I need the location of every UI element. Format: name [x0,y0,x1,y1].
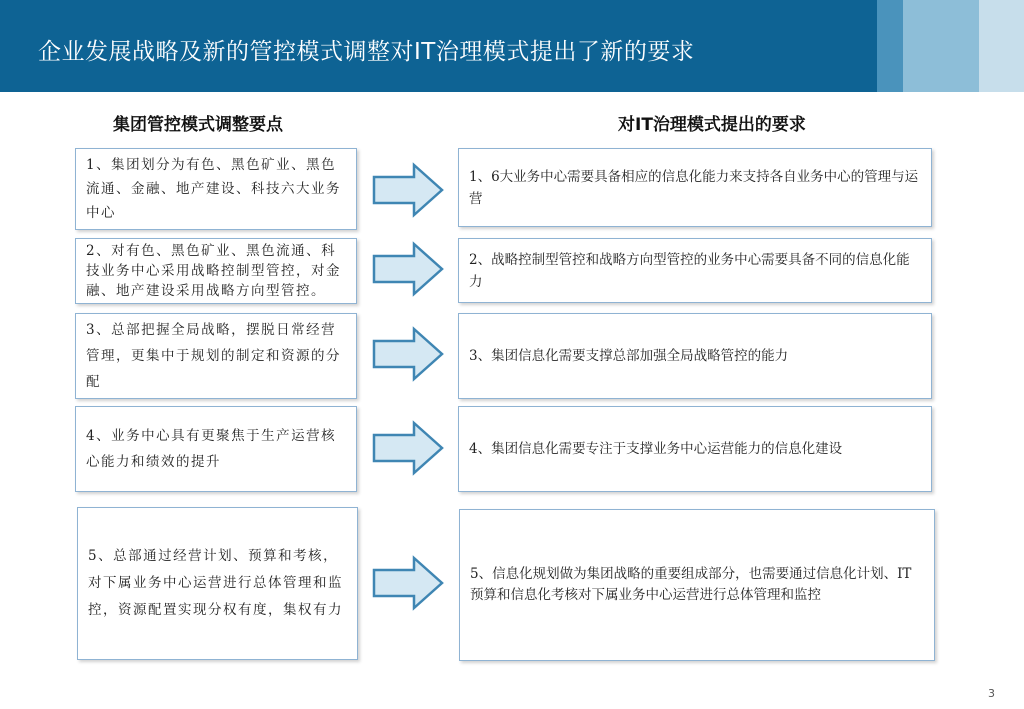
right-arrow-icon [372,420,444,476]
slide-title: 企业发展战略及新的管控模式调整对IT治理模式提出了新的要求 [38,39,695,65]
left-box-text: 3、总部把握全局战略，摆脱日常经营管理，更集中于规划的制定和资源的分配 [86,322,341,390]
left-box-1 [75,148,357,230]
right-box-1 [458,148,932,227]
left-box-3 [75,313,357,399]
decor-stripe [877,0,903,92]
decor-stripe [979,0,1024,92]
left-box-4 [75,406,357,492]
left-box-text: 4、业务中心具有更聚焦于生产运营核心能力和绩效的提升 [86,428,337,470]
decor-stripe [903,0,979,92]
right-arrow-icon [372,241,444,297]
right-arrow-icon [372,326,444,382]
right-box-5 [459,509,935,661]
right-box-text: 2、战略控制型管控和战略方向型管控的业务中心需要具备不同的信息化能力 [469,251,910,290]
right-box-text: 4、集团信息化需要专注于支撑业务中心运营能力的信息化建设 [469,441,843,457]
right-box-4 [458,406,932,492]
right-box-3 [458,313,932,399]
left-box-text: 5、总部通过经营计划、预算和考核，对下属业务中心运营进行总体管理和监控，资源配置实现分权有度，集权有力 [88,548,343,618]
right-column-title: 对IT治理模式提出的要求 [618,115,806,135]
left-box-text: 1、集团划分为有色、黑色矿业、黑色流通、金融、地产建设、科技六大业务中心 [86,157,341,221]
left-box-2 [75,238,357,304]
left-box-text: 2、对有色、黑色矿业、黑色流通、科技业务中心采用战略控制型管控，对金融、地产建设采用战略方向型管控。 [86,243,341,299]
right-arrow-icon [372,555,444,611]
right-arrow-icon [372,162,444,218]
right-box-2 [458,238,932,303]
title-bar [0,0,1024,92]
left-box-5 [77,507,358,660]
right-box-text: 5、信息化规划做为集团战略的重要组成部分，也需要通过信息化计划、IT预算和信息化考核对下属业务中心运营进行总体管理和监控 [470,566,912,603]
page-number: 3 [988,687,995,700]
right-box-text: 1、6大业务中心需要具备相应的信息化能力来支持各自业务中心的管理与运营 [469,168,919,207]
right-box-text: 3、集团信息化需要支撑总部加强全局战略管控的能力 [469,348,789,364]
left-column-title: 集团管控模式调整要点 [113,115,283,135]
